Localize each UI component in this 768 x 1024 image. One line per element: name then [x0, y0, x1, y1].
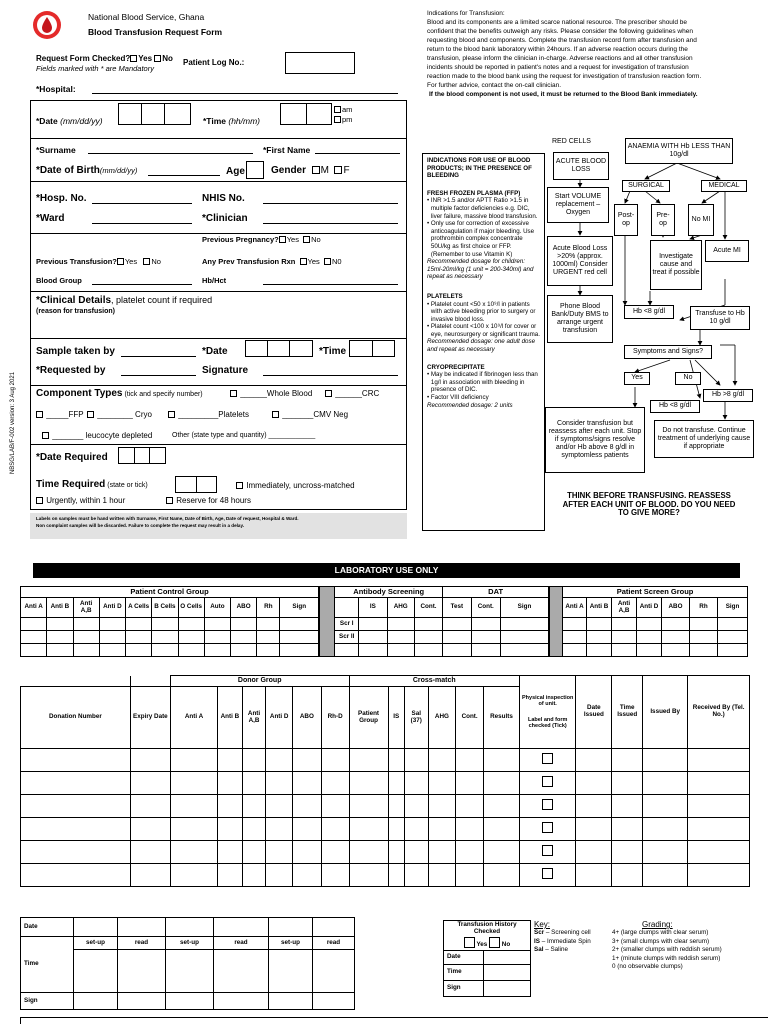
- req-checked-label: Request Form Checked? Yes No: [36, 54, 173, 63]
- flow-do-not: Do not transfuse. Continue treatment of underlying cause if appropriate: [654, 420, 754, 458]
- signature-label: Signature: [202, 365, 249, 376]
- blood-group-input[interactable]: [92, 284, 192, 285]
- setup-read-table: Date Time set-up read set-up read set-up read Sign: [20, 917, 355, 1010]
- flow-hb-gt8: Hb >8 g/dl: [703, 389, 753, 402]
- history-no-box[interactable]: [489, 937, 500, 948]
- flow-hb-lt8: Hb <8 g/dl: [650, 400, 700, 413]
- flow-anaemia: ANAEMIA WITH Hb LESS THAN 10g/dl: [625, 138, 733, 164]
- indication-line: confident that the benefits outweigh any risks. Please consider the following guidelines when: [427, 28, 693, 35]
- history-yes-box[interactable]: [464, 937, 475, 948]
- labels-note-bar: Labels on samples must be hand written with Surname, First Name, Date of Birth, Age, Date of request, Hospital & Ward. Non complaint samples will be discarded. Failure to complete the request may result in a delay.: [30, 513, 407, 539]
- dob-label: *Date of Birth(mm/dd/yy): [36, 165, 138, 176]
- hosp-no-label: *Hosp. No.: [36, 193, 87, 204]
- indication-line: return to the blood bank laboratory within 24hours. If an adverse reaction occurs during the: [427, 46, 688, 53]
- flow-symptoms: Symptoms and Signs?: [624, 345, 712, 359]
- flow-red-cells: RED CELLS: [552, 138, 591, 145]
- nhis-label: NHIS No.: [202, 193, 245, 204]
- date-label: *Date (mm/dd/yy): [36, 116, 103, 126]
- platelets-option[interactable]: _________Platelets: [168, 410, 249, 419]
- signature-input[interactable]: [263, 375, 398, 376]
- flow-consider: Consider transfusion but reassess after each unit. Stop if symptoms/signs resolve and/or Hb above 8 g/dl in symptomless patients: [545, 407, 645, 473]
- sample-by-input[interactable]: [121, 356, 196, 357]
- flow-pre-op: Pre-op: [651, 204, 675, 236]
- first-name-input[interactable]: [315, 153, 400, 154]
- surname-input[interactable]: [88, 153, 253, 154]
- req-yes-checkbox[interactable]: [130, 55, 137, 62]
- component-types-label: Component Types (tick and specify number): [36, 388, 203, 399]
- ffp-option[interactable]: _____FFP: [36, 410, 84, 419]
- antibody-dat-table: Antibody Screening DAT IS AHG Cont. Test Cont. Sign Scr I Scr II: [319, 586, 549, 657]
- age-label: Age: [226, 166, 245, 177]
- blood-products-guide: INDICATIONS FOR USE OF BLOOD PRODUCTS; IN THE PRESENCE OF BLEEDING FRESH FROZEN PLASMA (FFP) • INR >1.5 and/or APTT Ratio >1.5 in multiple factor deficiencies e.g. DIC, liver failure, massive blood transfusion. • Only use for correction of excessive anticoagulation if major bleeding. Use prothrombin complex concentrate 50U/kg as first choice or FFP. (Remember to use Vitamin K) Recommended dosage for children: 15ml-20ml/kg (1 unit = 200-340ml) and repeat as necessary PLATELETS • Platelet count <50 x 10⁹/l in patients with active bleeding prior to surgery or invasive blood loss. • Platelet count <100 x 10⁹/l for cover or eye, neurosurgery or significant trauma. Recommended dosage: one adult dose and repeat as necessary CRYOPRECIPITATE • May be indicated if fibrinogen less than 1g/l in association with bleeding in presence of DIC. • Factor VIII deficiency Recommended dosage: 2 units: [422, 153, 545, 531]
- cryo-option[interactable]: ________ Cryo: [87, 410, 152, 419]
- leuco-option[interactable]: _______ leucocyte depleted: [42, 431, 152, 440]
- flow-start-volume: Start VOLUME replacement – Oxygen: [547, 187, 609, 223]
- other-option: Other (state type and quantity) ____________: [172, 432, 316, 439]
- flow-acute-mi: Acute MI: [705, 240, 749, 262]
- immediately-option[interactable]: Immediately, uncross-matched: [236, 481, 355, 490]
- flow-acute-loss: ACUTE BLOOD LOSS: [553, 152, 609, 180]
- flow-acute-20: Acute Blood Loss >20% (approx. 1000ml) Consider URGENT red cell: [547, 236, 613, 286]
- key-legend: Key: Scr – Screening cell IS – Immediate Spin Sal – Saline: [534, 920, 591, 954]
- version-side-text: NBSG/LAB/F-002 version: 3 Aug 2021: [10, 371, 17, 475]
- flow-hb8: Hb <8 g/dl: [624, 305, 674, 319]
- indication-line: transfusion, please inform the clinician in-charge. Adverse reactions and all other transfusion: [427, 55, 693, 62]
- grading-legend: Grading: 4+ (large clumps with clear serum) 3+ (small clumps with clear serum) 2+ (smaller clumps with reddish serum) 1+ (minute clumps with reddish serum) 0 (no observable clumps): [612, 920, 722, 971]
- patient-screen-table: Patient Screen Group Anti A Anti B Anti A,B Anti D ABO Rh Sign: [549, 586, 748, 657]
- nbs-logo: [32, 10, 62, 40]
- mandatory-note: Fields marked with * are Mandatory: [36, 64, 154, 73]
- label-check-box[interactable]: [542, 753, 553, 764]
- hb-input[interactable]: [263, 284, 398, 285]
- prev-pregnancy-label: Previous Pregnancy? Yes No: [202, 235, 321, 244]
- pm-option[interactable]: pm: [334, 115, 352, 124]
- dob-input[interactable]: [148, 175, 220, 176]
- indication-line: reaction made to the blood bank using the request for investigation of transfusion reaction form.: [427, 73, 702, 80]
- lab-use-banner: LABORATORY USE ONLY: [33, 563, 740, 578]
- surname-label: *Surname: [36, 145, 76, 155]
- sample-by-label: Sample taken by: [36, 346, 115, 357]
- flow-no: No: [675, 372, 701, 385]
- log-no-label: Patient Log No.:: [183, 58, 245, 67]
- flow-post-op: Post-op: [614, 204, 638, 236]
- indication-line: incidents should be reported in patient's notes and a request for investigation of transfusion: [427, 64, 689, 71]
- date2-label: *Date: [202, 346, 228, 357]
- requested-by-label: *Requested by: [36, 365, 106, 376]
- ward-label: *Ward: [36, 213, 65, 224]
- label-check-box[interactable]: [542, 776, 553, 787]
- bottom-frame-edge: [20, 1017, 768, 1024]
- indication-line: For further advice, contact the on-call clinician.: [427, 82, 562, 89]
- first-name-label: *First Name: [263, 145, 311, 155]
- transfusion-history-table: Transfusion History Checked Yes No Date Time Sign: [443, 920, 531, 997]
- label-check-box[interactable]: [542, 868, 553, 879]
- ward-input[interactable]: [92, 223, 192, 224]
- crossmatch-table: Donor Group Cross-match Physical inspection of unit. Label and form checked (Tick) Date Issued Time Issued Issued By Received By (Tel. No.) Donation Number Expiry Date Anti A Anti B Anti A,B Anti D ABO Rh-D Patient Group IS Sal (37) AHG Cont. Results: [20, 675, 750, 887]
- clinician-input[interactable]: [263, 223, 398, 224]
- clinician-label: *Clinician: [202, 213, 248, 224]
- hospital-input[interactable]: [92, 93, 398, 94]
- flow-investigate: Investigate cause and treat if possible: [650, 240, 702, 290]
- nhis-input[interactable]: [263, 203, 398, 204]
- hb-label: Hb/Hct: [202, 276, 227, 285]
- requested-by-input[interactable]: [121, 375, 196, 376]
- flow-no-mi: No MI: [688, 204, 714, 236]
- time-required-label: Time Required (state or tick): [36, 479, 148, 490]
- org-name: National Blood Service, Ghana: [88, 12, 205, 22]
- time-label: *Time (hh/mm): [203, 116, 261, 126]
- urgently-option[interactable]: Urgently, within 1 hour: [36, 496, 125, 505]
- req-no-checkbox[interactable]: [154, 55, 161, 62]
- clinical-label: *Clinical Details, platelet count if required: [36, 295, 213, 306]
- time2-label: *Time: [319, 346, 347, 357]
- flow-yes: Yes: [624, 372, 650, 385]
- label-check-box[interactable]: [542, 845, 553, 856]
- log-no-input[interactable]: [285, 52, 355, 74]
- am-option[interactable]: am: [334, 105, 352, 114]
- form-title: Blood Transfusion Request Form: [88, 27, 223, 37]
- gender-label: Gender M F: [271, 165, 350, 176]
- reason-label: (reason for transfusion): [36, 308, 115, 315]
- hosp-no-input[interactable]: [92, 203, 192, 204]
- age-input[interactable]: [246, 161, 264, 179]
- patient-control-table: Patient Control Group Anti A Anti B Anti A,B Anti D A Cells B Cells O Cells Auto ABO Rh Sign: [20, 586, 319, 657]
- flow-think: THINK BEFORE TRANSFUSING. REASSESS AFTER EACH UNIT OF BLOOD. DO YOU NEED TO GIVE MORE?: [560, 485, 738, 525]
- blood-group-label: Blood Group: [36, 276, 82, 285]
- flow-transfuse10: Transfuse to Hb 10 g/dl: [690, 306, 750, 330]
- cmv-option[interactable]: _______CMV Neg: [272, 410, 348, 419]
- flow-surgical: SURGICAL: [622, 180, 670, 192]
- label-check-box[interactable]: [542, 822, 553, 833]
- crc-option[interactable]: ______CRC: [325, 389, 379, 398]
- hospital-label: *Hospital:: [36, 84, 76, 94]
- indication-line: Blood and its components are a limited scarce national resource. The prescriber should be: [427, 19, 688, 26]
- prev-rxn-label: Any Prev Transfusion Rxn Yes N0: [202, 257, 342, 266]
- reserve-option[interactable]: Reserve for 48 hours: [166, 496, 251, 505]
- flow-medical: MEDICAL: [701, 180, 747, 192]
- prev-transfusion-label: Previous Transfusion? Yes No: [36, 257, 161, 266]
- whole-blood-option[interactable]: ______Whole Blood: [230, 389, 312, 398]
- label-check-box[interactable]: [542, 799, 553, 810]
- date-required-label: *Date Required: [36, 452, 108, 463]
- indication-line: requesting blood and components. Complete the transfusion record form after transfusion and: [427, 37, 697, 44]
- flow-phone: Phone Blood Bank/Duty BMS to arrange urgent transfusion: [547, 295, 613, 343]
- indications-block: Indications for Transfusion: Blood and its components are a limited scarce national resource. The prescriber should be confident that the benefits outweigh any risks. Please consider the following guidelines when requesting blood and components. Complete the transfusion record form after transfusion and return to the blood bank laboratory within 24hours. If an adverse reaction occurs during the transfusion, please inform the clinician in-charge. Adverse reactions and all other transfusion incidents should be reported in patient's notes and a request for investigation of transfusion reaction made to the blood bank using the request for investigation of transfusion reaction form. For further advice, contact the on-call clinician. If the blood component is not used, it must be returned to the Blood Bank immediately.: [427, 9, 762, 99]
- indication-bold: If the blood component is not used, it must be returned to the Blood Bank immediately.: [429, 91, 698, 98]
